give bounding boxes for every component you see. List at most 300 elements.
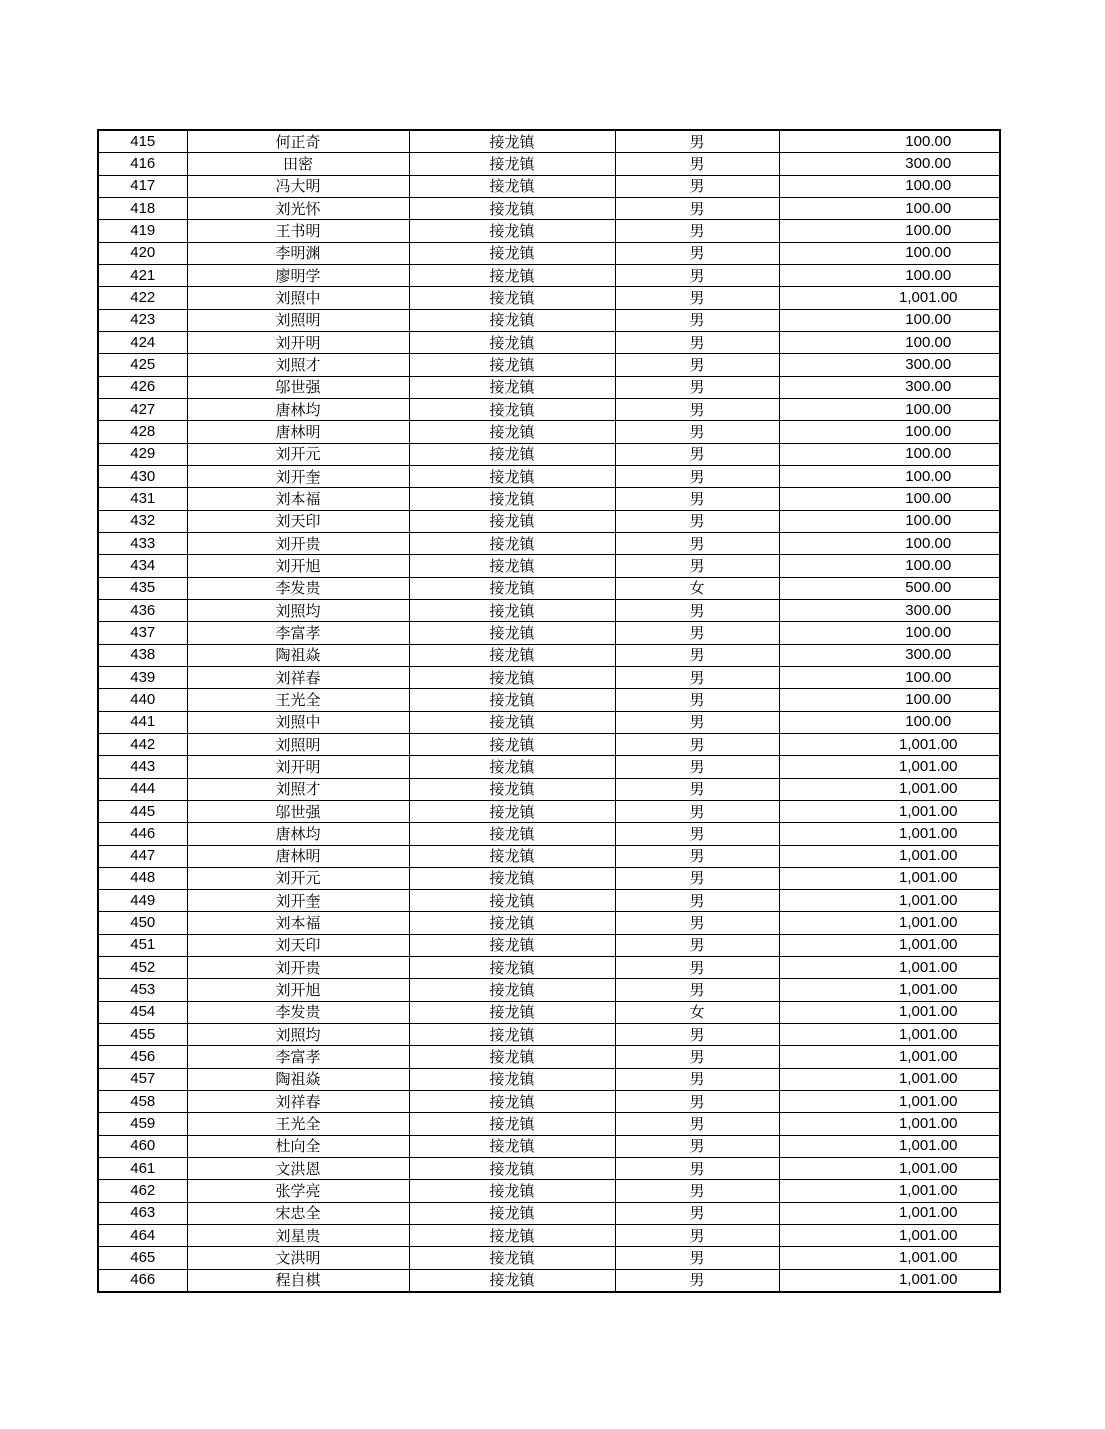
amount-cell: 100.00 — [779, 510, 1000, 532]
amount-cell: 300.00 — [779, 153, 1000, 175]
gender-cell: 男 — [615, 1158, 779, 1180]
town-cell: 接龙镇 — [409, 220, 615, 242]
table-row — [98, 443, 1000, 465]
name-cell: 刘开奎 — [187, 890, 409, 912]
gender-cell: 男 — [615, 264, 779, 286]
name-cell: 刘天印 — [187, 510, 409, 532]
gender-cell: 男 — [615, 778, 779, 800]
amount-cell: 100.00 — [779, 197, 1000, 219]
town-cell: 接龙镇 — [409, 778, 615, 800]
amount-cell: 1,001.00 — [779, 867, 1000, 889]
row-number-cell: 460 — [98, 1135, 187, 1157]
gender-cell: 男 — [615, 867, 779, 889]
table-row — [98, 711, 1000, 733]
gender-cell: 男 — [615, 354, 779, 376]
gender-cell: 男 — [615, 711, 779, 733]
table-row — [98, 1113, 1000, 1135]
gender-cell: 男 — [615, 912, 779, 934]
name-cell: 刘照均 — [187, 599, 409, 621]
town-cell: 接龙镇 — [409, 376, 615, 398]
town-cell: 接龙镇 — [409, 488, 615, 510]
name-cell: 刘星贵 — [187, 1225, 409, 1247]
table-row — [98, 756, 1000, 778]
name-cell: 文洪恩 — [187, 1158, 409, 1180]
name-cell: 王光全 — [187, 1113, 409, 1135]
amount-cell: 1,001.00 — [779, 890, 1000, 912]
table-row — [98, 153, 1000, 175]
amount-cell: 100.00 — [779, 532, 1000, 554]
table-row — [98, 175, 1000, 197]
name-cell: 王书明 — [187, 220, 409, 242]
row-number-cell: 459 — [98, 1113, 187, 1135]
amount-cell: 100.00 — [779, 465, 1000, 487]
table-row — [98, 1024, 1000, 1046]
town-cell: 接龙镇 — [409, 443, 615, 465]
town-cell: 接龙镇 — [409, 934, 615, 956]
amount-cell: 100.00 — [779, 220, 1000, 242]
amount-cell: 500.00 — [779, 577, 1000, 599]
table-row — [98, 778, 1000, 800]
row-number-cell: 440 — [98, 689, 187, 711]
town-cell: 接龙镇 — [409, 1247, 615, 1269]
gender-cell: 男 — [615, 979, 779, 1001]
gender-cell: 男 — [615, 376, 779, 398]
row-number-cell: 444 — [98, 778, 187, 800]
row-number-cell: 446 — [98, 823, 187, 845]
row-number-cell: 451 — [98, 934, 187, 956]
name-cell: 何正奇 — [187, 130, 409, 153]
town-cell: 接龙镇 — [409, 622, 615, 644]
table-row — [98, 354, 1000, 376]
name-cell: 刘开元 — [187, 443, 409, 465]
name-cell: 张学亮 — [187, 1180, 409, 1202]
town-cell: 接龙镇 — [409, 912, 615, 934]
amount-cell: 100.00 — [779, 421, 1000, 443]
name-cell: 刘开元 — [187, 867, 409, 889]
table-row — [98, 1135, 1000, 1157]
table-row — [98, 264, 1000, 286]
name-cell: 唐林明 — [187, 845, 409, 867]
gender-cell: 男 — [615, 242, 779, 264]
row-number-cell: 426 — [98, 376, 187, 398]
name-cell: 文洪明 — [187, 1247, 409, 1269]
table-row — [98, 242, 1000, 264]
amount-cell: 1,001.00 — [779, 1269, 1000, 1292]
row-number-cell: 434 — [98, 555, 187, 577]
amount-cell: 1,001.00 — [779, 823, 1000, 845]
amount-cell: 100.00 — [779, 622, 1000, 644]
town-cell: 接龙镇 — [409, 510, 615, 532]
amount-cell: 1,001.00 — [779, 778, 1000, 800]
gender-cell: 男 — [615, 309, 779, 331]
row-number-cell: 454 — [98, 1001, 187, 1023]
gender-cell: 男 — [615, 733, 779, 755]
gender-cell: 女 — [615, 577, 779, 599]
gender-cell: 男 — [615, 1068, 779, 1090]
amount-cell: 1,001.00 — [779, 1091, 1000, 1113]
town-cell: 接龙镇 — [409, 1091, 615, 1113]
amount-cell: 100.00 — [779, 242, 1000, 264]
name-cell: 刘开旭 — [187, 555, 409, 577]
table-row — [98, 1001, 1000, 1023]
gender-cell: 男 — [615, 287, 779, 309]
gender-cell: 男 — [615, 823, 779, 845]
table-row — [98, 398, 1000, 420]
table-row — [98, 599, 1000, 621]
row-number-cell: 448 — [98, 867, 187, 889]
gender-cell: 男 — [615, 1269, 779, 1292]
row-number-cell: 416 — [98, 153, 187, 175]
amount-cell: 1,001.00 — [779, 733, 1000, 755]
row-number-cell: 439 — [98, 666, 187, 688]
row-number-cell: 441 — [98, 711, 187, 733]
gender-cell: 男 — [615, 1247, 779, 1269]
gender-cell: 男 — [615, 957, 779, 979]
name-cell: 刘开明 — [187, 756, 409, 778]
row-number-cell: 464 — [98, 1225, 187, 1247]
name-cell: 李富孝 — [187, 622, 409, 644]
gender-cell: 男 — [615, 488, 779, 510]
name-cell: 李明渊 — [187, 242, 409, 264]
name-cell: 程自棋 — [187, 1269, 409, 1292]
name-cell: 陶祖焱 — [187, 1068, 409, 1090]
gender-cell: 男 — [615, 465, 779, 487]
row-number-cell: 458 — [98, 1091, 187, 1113]
gender-cell: 男 — [615, 800, 779, 822]
name-cell: 刘天印 — [187, 934, 409, 956]
amount-cell: 100.00 — [779, 443, 1000, 465]
row-number-cell: 423 — [98, 309, 187, 331]
row-number-cell: 442 — [98, 733, 187, 755]
town-cell: 接龙镇 — [409, 1225, 615, 1247]
row-number-cell: 452 — [98, 957, 187, 979]
amount-cell: 1,001.00 — [779, 912, 1000, 934]
table-row — [98, 1091, 1000, 1113]
amount-cell: 1,001.00 — [779, 1202, 1000, 1224]
gender-cell: 男 — [615, 220, 779, 242]
row-number-cell: 450 — [98, 912, 187, 934]
table-row — [98, 1158, 1000, 1180]
gender-cell: 男 — [615, 398, 779, 420]
gender-cell: 男 — [615, 622, 779, 644]
row-number-cell: 431 — [98, 488, 187, 510]
gender-cell: 男 — [615, 175, 779, 197]
table-row — [98, 957, 1000, 979]
town-cell: 接龙镇 — [409, 957, 615, 979]
row-number-cell: 455 — [98, 1024, 187, 1046]
amount-cell: 100.00 — [779, 130, 1000, 153]
table-row — [98, 510, 1000, 532]
town-cell: 接龙镇 — [409, 644, 615, 666]
name-cell: 宋忠全 — [187, 1202, 409, 1224]
town-cell: 接龙镇 — [409, 130, 615, 153]
town-cell: 接龙镇 — [409, 711, 615, 733]
row-number-cell: 430 — [98, 465, 187, 487]
table-row — [98, 622, 1000, 644]
row-number-cell: 419 — [98, 220, 187, 242]
gender-cell: 男 — [615, 1135, 779, 1157]
gender-cell: 男 — [615, 1180, 779, 1202]
amount-cell: 100.00 — [779, 264, 1000, 286]
amount-cell: 300.00 — [779, 599, 1000, 621]
amount-cell: 100.00 — [779, 309, 1000, 331]
town-cell: 接龙镇 — [409, 264, 615, 286]
town-cell: 接龙镇 — [409, 465, 615, 487]
gender-cell: 男 — [615, 130, 779, 153]
row-number-cell: 433 — [98, 532, 187, 554]
table-row — [98, 197, 1000, 219]
table-row — [98, 666, 1000, 688]
gender-cell: 男 — [615, 845, 779, 867]
town-cell: 接龙镇 — [409, 197, 615, 219]
table-row — [98, 465, 1000, 487]
name-cell: 陶祖焱 — [187, 644, 409, 666]
town-cell: 接龙镇 — [409, 175, 615, 197]
town-cell: 接龙镇 — [409, 1202, 615, 1224]
amount-cell: 1,001.00 — [779, 1068, 1000, 1090]
town-cell: 接龙镇 — [409, 845, 615, 867]
gender-cell: 男 — [615, 510, 779, 532]
gender-cell: 男 — [615, 756, 779, 778]
row-number-cell: 418 — [98, 197, 187, 219]
town-cell: 接龙镇 — [409, 242, 615, 264]
row-number-cell: 436 — [98, 599, 187, 621]
town-cell: 接龙镇 — [409, 1158, 615, 1180]
amount-cell: 100.00 — [779, 711, 1000, 733]
gender-cell: 男 — [615, 153, 779, 175]
table-row — [98, 979, 1000, 1001]
town-cell: 接龙镇 — [409, 890, 615, 912]
town-cell: 接龙镇 — [409, 1046, 615, 1068]
name-cell: 刘本福 — [187, 488, 409, 510]
name-cell: 刘开明 — [187, 331, 409, 353]
town-cell: 接龙镇 — [409, 1024, 615, 1046]
amount-cell: 1,001.00 — [779, 934, 1000, 956]
amount-cell: 1,001.00 — [779, 1113, 1000, 1135]
town-cell: 接龙镇 — [409, 756, 615, 778]
table-row — [98, 331, 1000, 353]
town-cell: 接龙镇 — [409, 867, 615, 889]
name-cell: 廖明学 — [187, 264, 409, 286]
table-row — [98, 309, 1000, 331]
row-number-cell: 417 — [98, 175, 187, 197]
name-cell: 邬世强 — [187, 800, 409, 822]
name-cell: 唐林明 — [187, 421, 409, 443]
amount-cell: 1,001.00 — [779, 800, 1000, 822]
table-row — [98, 845, 1000, 867]
town-cell: 接龙镇 — [409, 666, 615, 688]
amount-cell: 1,001.00 — [779, 287, 1000, 309]
amount-cell: 100.00 — [779, 555, 1000, 577]
name-cell: 唐林均 — [187, 398, 409, 420]
town-cell: 接龙镇 — [409, 532, 615, 554]
table-row — [98, 1202, 1000, 1224]
amount-cell: 300.00 — [779, 354, 1000, 376]
name-cell: 刘开奎 — [187, 465, 409, 487]
town-cell: 接龙镇 — [409, 398, 615, 420]
amount-cell: 1,001.00 — [779, 756, 1000, 778]
gender-cell: 男 — [615, 666, 779, 688]
row-number-cell: 456 — [98, 1046, 187, 1068]
row-number-cell: 449 — [98, 890, 187, 912]
table-row — [98, 376, 1000, 398]
town-cell: 接龙镇 — [409, 1180, 615, 1202]
amount-cell: 300.00 — [779, 644, 1000, 666]
gender-cell: 男 — [615, 890, 779, 912]
gender-cell: 男 — [615, 532, 779, 554]
name-cell: 李发贵 — [187, 577, 409, 599]
table-row — [98, 130, 1000, 153]
row-number-cell: 461 — [98, 1158, 187, 1180]
amount-cell: 1,001.00 — [779, 1247, 1000, 1269]
gender-cell: 男 — [615, 1202, 779, 1224]
amount-cell: 1,001.00 — [779, 1024, 1000, 1046]
gender-cell: 男 — [615, 421, 779, 443]
table-row — [98, 644, 1000, 666]
amount-cell: 1,001.00 — [779, 1001, 1000, 1023]
gender-cell: 男 — [615, 599, 779, 621]
gender-cell: 男 — [615, 1046, 779, 1068]
town-cell: 接龙镇 — [409, 1113, 615, 1135]
gender-cell: 男 — [615, 443, 779, 465]
name-cell: 刘开贵 — [187, 532, 409, 554]
table-row — [98, 1180, 1000, 1202]
town-cell: 接龙镇 — [409, 733, 615, 755]
row-number-cell: 453 — [98, 979, 187, 1001]
gender-cell: 男 — [615, 555, 779, 577]
town-cell: 接龙镇 — [409, 309, 615, 331]
table-row — [98, 890, 1000, 912]
gender-cell: 男 — [615, 331, 779, 353]
row-number-cell: 425 — [98, 354, 187, 376]
table-body — [98, 130, 1000, 1292]
amount-cell: 1,001.00 — [779, 1158, 1000, 1180]
name-cell: 刘照明 — [187, 309, 409, 331]
row-number-cell: 462 — [98, 1180, 187, 1202]
town-cell: 接龙镇 — [409, 823, 615, 845]
table-row — [98, 912, 1000, 934]
table-row — [98, 733, 1000, 755]
name-cell: 刘开贵 — [187, 957, 409, 979]
row-number-cell: 465 — [98, 1247, 187, 1269]
amount-cell: 1,001.00 — [779, 1046, 1000, 1068]
table-row — [98, 532, 1000, 554]
row-number-cell: 424 — [98, 331, 187, 353]
name-cell: 李发贵 — [187, 1001, 409, 1023]
town-cell: 接龙镇 — [409, 1135, 615, 1157]
town-cell: 接龙镇 — [409, 1269, 615, 1292]
table-row — [98, 867, 1000, 889]
row-number-cell: 435 — [98, 577, 187, 599]
gender-cell: 男 — [615, 689, 779, 711]
row-number-cell: 463 — [98, 1202, 187, 1224]
gender-cell: 男 — [615, 1091, 779, 1113]
amount-cell: 100.00 — [779, 331, 1000, 353]
name-cell: 刘照明 — [187, 733, 409, 755]
name-cell: 刘照中 — [187, 287, 409, 309]
row-number-cell: 428 — [98, 421, 187, 443]
row-number-cell: 421 — [98, 264, 187, 286]
gender-cell: 男 — [615, 1225, 779, 1247]
name-cell: 刘照中 — [187, 711, 409, 733]
gender-cell: 男 — [615, 934, 779, 956]
town-cell: 接龙镇 — [409, 153, 615, 175]
table-row — [98, 287, 1000, 309]
table-row — [98, 555, 1000, 577]
town-cell: 接龙镇 — [409, 421, 615, 443]
table-row — [98, 1269, 1000, 1292]
gender-cell: 男 — [615, 1113, 779, 1135]
table-row — [98, 823, 1000, 845]
table-row — [98, 800, 1000, 822]
name-cell: 刘光怀 — [187, 197, 409, 219]
town-cell: 接龙镇 — [409, 689, 615, 711]
name-cell: 刘祥春 — [187, 666, 409, 688]
table-row — [98, 1247, 1000, 1269]
row-number-cell: 438 — [98, 644, 187, 666]
name-cell: 刘本福 — [187, 912, 409, 934]
subsidy-table — [97, 129, 1001, 1293]
town-cell: 接龙镇 — [409, 577, 615, 599]
name-cell: 李富孝 — [187, 1046, 409, 1068]
town-cell: 接龙镇 — [409, 287, 615, 309]
table-row — [98, 1068, 1000, 1090]
amount-cell: 100.00 — [779, 488, 1000, 510]
amount-cell: 1,001.00 — [779, 957, 1000, 979]
table-row — [98, 220, 1000, 242]
row-number-cell: 420 — [98, 242, 187, 264]
amount-cell: 100.00 — [779, 689, 1000, 711]
table-row — [98, 689, 1000, 711]
name-cell: 唐林均 — [187, 823, 409, 845]
row-number-cell: 422 — [98, 287, 187, 309]
town-cell: 接龙镇 — [409, 331, 615, 353]
table-row — [98, 1225, 1000, 1247]
town-cell: 接龙镇 — [409, 599, 615, 621]
town-cell: 接龙镇 — [409, 354, 615, 376]
amount-cell: 1,001.00 — [779, 979, 1000, 1001]
amount-cell: 1,001.00 — [779, 845, 1000, 867]
table-row — [98, 1046, 1000, 1068]
amount-cell: 1,001.00 — [779, 1225, 1000, 1247]
name-cell: 冯大明 — [187, 175, 409, 197]
name-cell: 邬世强 — [187, 376, 409, 398]
town-cell: 接龙镇 — [409, 1068, 615, 1090]
row-number-cell: 457 — [98, 1068, 187, 1090]
name-cell: 刘照才 — [187, 778, 409, 800]
amount-cell: 100.00 — [779, 398, 1000, 420]
town-cell: 接龙镇 — [409, 800, 615, 822]
row-number-cell: 437 — [98, 622, 187, 644]
name-cell: 刘开旭 — [187, 979, 409, 1001]
gender-cell: 男 — [615, 644, 779, 666]
gender-cell: 男 — [615, 1024, 779, 1046]
row-number-cell: 443 — [98, 756, 187, 778]
row-number-cell: 466 — [98, 1269, 187, 1292]
row-number-cell: 427 — [98, 398, 187, 420]
amount-cell: 100.00 — [779, 175, 1000, 197]
name-cell: 刘照才 — [187, 354, 409, 376]
row-number-cell: 415 — [98, 130, 187, 153]
amount-cell: 1,001.00 — [779, 1135, 1000, 1157]
name-cell: 刘祥春 — [187, 1091, 409, 1113]
table-row — [98, 577, 1000, 599]
gender-cell: 男 — [615, 197, 779, 219]
table-row — [98, 421, 1000, 443]
town-cell: 接龙镇 — [409, 555, 615, 577]
row-number-cell: 445 — [98, 800, 187, 822]
town-cell: 接龙镇 — [409, 979, 615, 1001]
